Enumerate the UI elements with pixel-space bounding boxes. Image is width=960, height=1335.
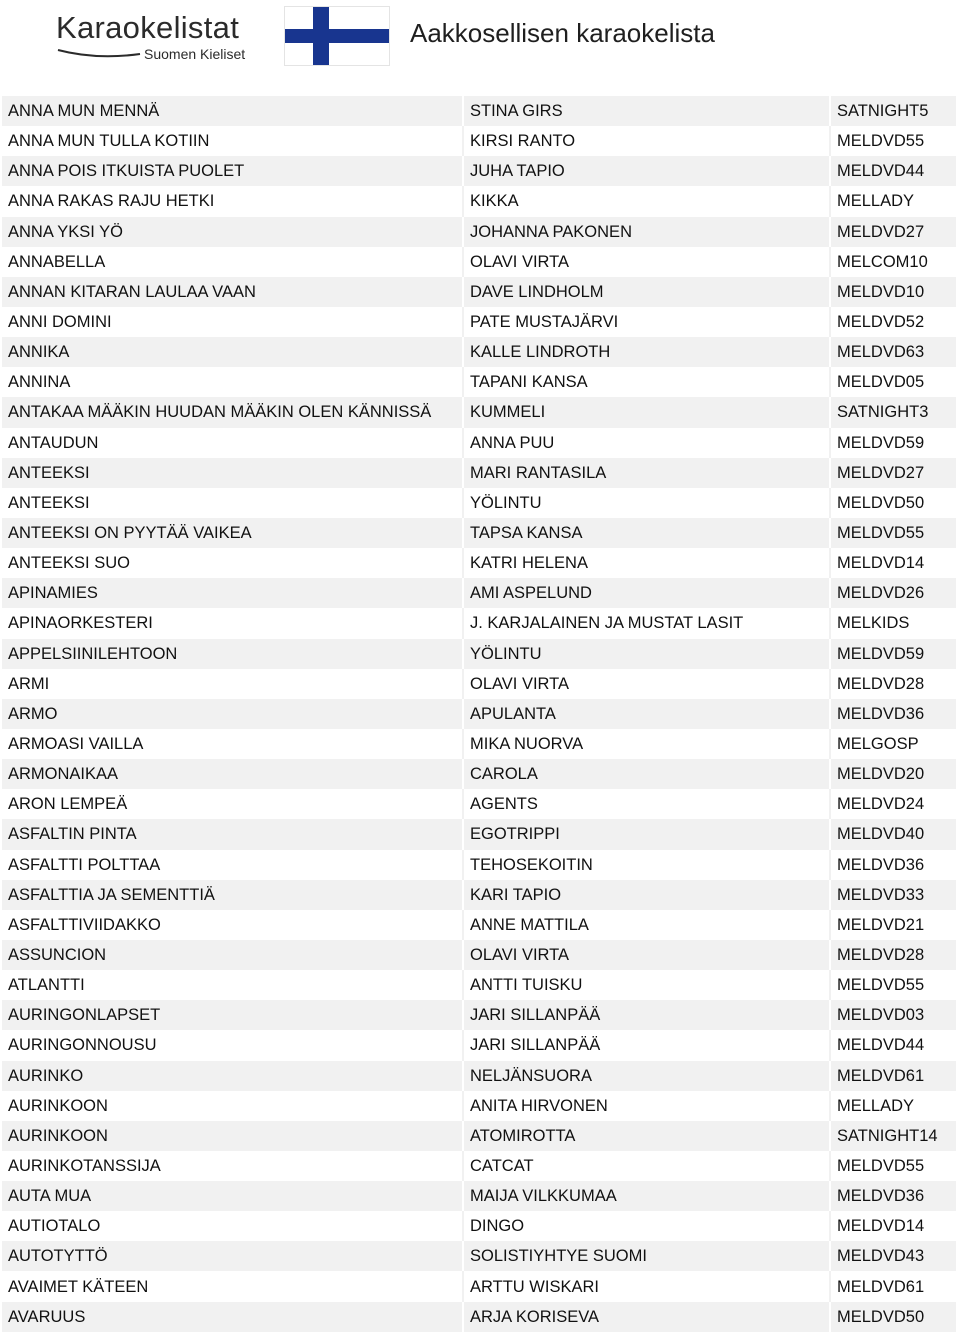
table-row bbox=[2, 819, 956, 849]
table-row bbox=[2, 518, 956, 548]
disc-cell: MELCOM10 bbox=[837, 252, 928, 271]
song-cell: APINAORKESTERI bbox=[2, 608, 464, 638]
disc-cell: MELDVD10 bbox=[837, 282, 925, 301]
artist-cell: TEHOSEKOITIN bbox=[464, 850, 831, 880]
song-cell: AURINKOON bbox=[2, 1121, 464, 1151]
table-row bbox=[2, 578, 956, 608]
song-cell: ANNABELLA bbox=[2, 247, 464, 277]
disc-cell: MELKIDS bbox=[837, 614, 910, 633]
artist-cell: KIKKA bbox=[464, 186, 831, 216]
artist-cell: MARI RANTASILA bbox=[464, 458, 831, 488]
artist-cell: DINGO bbox=[464, 1211, 831, 1241]
table-row bbox=[2, 699, 956, 729]
artist-cell: PATE MUSTAJÄRVI bbox=[464, 307, 831, 337]
table-row bbox=[2, 608, 956, 638]
disc-cell: SATNIGHT3 bbox=[837, 403, 929, 422]
table-row bbox=[2, 1061, 956, 1091]
karaokelistat-logo bbox=[52, 8, 282, 64]
table-row bbox=[2, 1091, 956, 1121]
song-cell: AUTOTYTTÖ bbox=[2, 1241, 464, 1271]
artist-cell: JUHA TAPIO bbox=[464, 156, 831, 186]
artist-cell: JOHANNA PAKONEN bbox=[464, 217, 831, 247]
song-cell: ANNA MUN MENNÄ bbox=[2, 96, 464, 126]
song-cell: ANTEEKSI ON PYYTÄÄ VAIKEA bbox=[2, 518, 464, 548]
song-cell: AURINKOON bbox=[2, 1091, 464, 1121]
disc-cell: MELDVD27 bbox=[837, 463, 925, 482]
song-cell: ASFALTTI POLTTAA bbox=[2, 850, 464, 880]
disc-cell: MELDVD44 bbox=[837, 1036, 925, 1055]
artist-cell: DAVE LINDHOLM bbox=[464, 277, 831, 307]
song-cell: ANTAKAA MÄÄKIN HUUDAN MÄÄKIN OLEN KÄNNISSÄ bbox=[2, 397, 464, 427]
artist-cell: MIKA NUORVA bbox=[464, 729, 831, 759]
song-cell: AURINKOTANSSIJA bbox=[2, 1151, 464, 1181]
karaoke-list bbox=[2, 96, 956, 1332]
disc-cell: MELDVD05 bbox=[837, 373, 925, 392]
song-cell: ARMO bbox=[2, 699, 464, 729]
table-row bbox=[2, 1211, 956, 1241]
disc-cell: MELLADY bbox=[837, 192, 915, 211]
song-cell: AURINKO bbox=[2, 1061, 464, 1091]
table-row bbox=[2, 277, 956, 307]
artist-cell: JARI SILLANPÄÄ bbox=[464, 1000, 831, 1030]
page-header bbox=[0, 0, 960, 96]
song-cell: AVARUUS bbox=[2, 1302, 464, 1332]
disc-cell: MELDVD14 bbox=[837, 554, 925, 573]
artist-cell: ANITA HIRVONEN bbox=[464, 1091, 831, 1121]
song-cell: ANNINA bbox=[2, 367, 464, 397]
disc-cell: MELGOSP bbox=[837, 735, 919, 754]
table-row bbox=[2, 940, 956, 970]
disc-cell: MELDVD26 bbox=[837, 584, 925, 603]
song-cell: ASSUNCION bbox=[2, 940, 464, 970]
artist-cell: ANTTI TUISKU bbox=[464, 970, 831, 1000]
song-cell: ANNA YKSI YÖ bbox=[2, 217, 464, 247]
artist-cell: ANNA PUU bbox=[464, 428, 831, 458]
table-row bbox=[2, 789, 956, 819]
artist-cell: ARTTU WISKARI bbox=[464, 1271, 831, 1301]
song-cell: ANNA MUN TULLA KOTIIN bbox=[2, 126, 464, 156]
table-row bbox=[2, 1121, 956, 1151]
table-row bbox=[2, 1030, 956, 1060]
table-row bbox=[2, 1151, 956, 1181]
song-cell: ANNI DOMINI bbox=[2, 307, 464, 337]
song-cell: ANTAUDUN bbox=[2, 428, 464, 458]
table-row bbox=[2, 247, 956, 277]
song-cell: ANTEEKSI SUO bbox=[2, 548, 464, 578]
table-row bbox=[2, 217, 956, 247]
disc-cell: MELDVD28 bbox=[837, 674, 925, 693]
disc-cell: MELDVD63 bbox=[837, 343, 925, 362]
artist-cell: KIRSI RANTO bbox=[464, 126, 831, 156]
table-row bbox=[2, 458, 956, 488]
song-cell: ARMONAIKAA bbox=[2, 759, 464, 789]
song-cell: AURINGONLAPSET bbox=[2, 1000, 464, 1030]
artist-cell: ANNE MATTILA bbox=[464, 910, 831, 940]
disc-cell: MELDVD28 bbox=[837, 946, 925, 964]
disc-cell: MELDVD14 bbox=[837, 1217, 925, 1236]
disc-cell: MELDVD33 bbox=[837, 885, 925, 904]
disc-cell: MELDVD21 bbox=[837, 915, 925, 934]
song-cell: AURINGONNOUSU bbox=[2, 1030, 464, 1060]
logo-main-text: Karaokelistat bbox=[56, 10, 240, 45]
song-cell: ARMOASI VAILLA bbox=[2, 729, 464, 759]
song-cell: ANNAN KITARAN LAULAA VAAN bbox=[2, 277, 464, 307]
artist-cell: AGENTS bbox=[464, 789, 831, 819]
song-cell: ANTEEKSI bbox=[2, 488, 464, 518]
disc-cell: MELDVD61 bbox=[837, 1277, 925, 1296]
disc-cell: MELDVD36 bbox=[837, 855, 925, 874]
table-row bbox=[2, 367, 956, 397]
song-cell: ATLANTTI bbox=[2, 970, 464, 1000]
artist-cell: KUMMELI bbox=[464, 397, 831, 427]
table-row bbox=[2, 729, 956, 759]
table-row bbox=[2, 669, 956, 699]
artist-cell: OLAVI VIRTA bbox=[464, 940, 831, 970]
artist-cell: ATOMIROTTA bbox=[464, 1121, 831, 1151]
disc-cell: MELDVD40 bbox=[837, 825, 925, 844]
artist-cell: JARI SILLANPÄÄ bbox=[464, 1030, 831, 1060]
table-row bbox=[2, 96, 956, 126]
table-row bbox=[2, 759, 956, 789]
table-row bbox=[2, 156, 956, 186]
disc-cell: MELDVD03 bbox=[837, 1006, 925, 1025]
artist-cell: KALLE LINDROTH bbox=[464, 337, 831, 367]
artist-cell: KATRI HELENA bbox=[464, 548, 831, 578]
disc-cell: MELDVD55 bbox=[837, 1156, 925, 1175]
table-row bbox=[2, 488, 956, 518]
table-row bbox=[2, 1241, 956, 1271]
artist-cell: CATCAT bbox=[464, 1151, 831, 1181]
disc-cell: MELDVD55 bbox=[837, 132, 925, 151]
disc-cell: MELDVD59 bbox=[837, 644, 925, 663]
artist-cell: TAPANI KANSA bbox=[464, 367, 831, 397]
artist-cell: YÖLINTU bbox=[464, 488, 831, 518]
table-row bbox=[2, 307, 956, 337]
disc-cell: MELDVD44 bbox=[837, 162, 925, 181]
finnish-flag-icon bbox=[284, 6, 390, 66]
song-cell: ANNA POIS ITKUISTA PUOLET bbox=[2, 156, 464, 186]
disc-cell: MELDVD27 bbox=[837, 222, 925, 241]
song-cell: AUTIOTALO bbox=[2, 1211, 464, 1241]
disc-cell: MELDVD50 bbox=[837, 1307, 925, 1326]
artist-cell: MAIJA VILKKUMAA bbox=[464, 1181, 831, 1211]
disc-cell: MELDVD55 bbox=[837, 976, 925, 995]
song-cell: ASFALTIN PINTA bbox=[2, 819, 464, 849]
artist-cell: ARJA KORISEVA bbox=[464, 1302, 831, 1332]
artist-cell: APULANTA bbox=[464, 699, 831, 729]
disc-cell: MELDVD61 bbox=[837, 1066, 925, 1085]
artist-cell: AMI ASPELUND bbox=[464, 578, 831, 608]
artist-cell: OLAVI VIRTA bbox=[464, 247, 831, 277]
table-row bbox=[2, 1271, 956, 1301]
song-cell: ANTEEKSI bbox=[2, 458, 464, 488]
song-cell: ASFALTTIA JA SEMENTTIÄ bbox=[2, 880, 464, 910]
artist-cell: J. KARJALAINEN JA MUSTAT LASIT bbox=[464, 608, 831, 638]
table-row bbox=[2, 880, 956, 910]
disc-cell: MELDVD50 bbox=[837, 493, 925, 512]
artist-cell: NELJÄNSUORA bbox=[464, 1061, 831, 1091]
table-row bbox=[2, 337, 956, 367]
song-cell: ARMI bbox=[2, 669, 464, 699]
disc-cell: MELDVD59 bbox=[837, 433, 925, 452]
disc-cell: MELDVD36 bbox=[837, 704, 925, 723]
artist-cell: YÖLINTU bbox=[464, 639, 831, 669]
table-row bbox=[2, 397, 956, 427]
table-row bbox=[2, 910, 956, 940]
song-cell: APINAMIES bbox=[2, 578, 464, 608]
artist-cell: STINA GIRS bbox=[464, 96, 831, 126]
disc-cell: MELLADY bbox=[837, 1096, 915, 1115]
song-cell: ANNIKA bbox=[2, 337, 464, 367]
disc-cell: MELDVD20 bbox=[837, 765, 925, 784]
song-cell: ARON LEMPEÄ bbox=[2, 789, 464, 819]
disc-cell: MELDVD43 bbox=[837, 1247, 925, 1266]
disc-cell: MELDVD55 bbox=[837, 524, 925, 543]
artist-cell: CAROLA bbox=[464, 759, 831, 789]
disc-cell: SATNIGHT5 bbox=[837, 102, 929, 121]
table-row bbox=[2, 970, 956, 1000]
disc-cell: MELDVD36 bbox=[837, 1187, 925, 1206]
artist-cell: SOLISTIYHTYE SUOMI bbox=[464, 1241, 831, 1271]
table-row bbox=[2, 186, 956, 216]
table-row bbox=[2, 1302, 956, 1332]
artist-cell: OLAVI VIRTA bbox=[464, 669, 831, 699]
song-cell: AUTA MUA bbox=[2, 1181, 464, 1211]
artist-cell: KARI TAPIO bbox=[464, 880, 831, 910]
song-cell: AVAIMET KÄTEEN bbox=[2, 1271, 464, 1301]
song-cell: ASFALTTIVIIDAKKO bbox=[2, 910, 464, 940]
table-row bbox=[2, 1000, 956, 1030]
table-row bbox=[2, 548, 956, 578]
table-row bbox=[2, 850, 956, 880]
artist-cell: TAPSA KANSA bbox=[464, 518, 831, 548]
song-cell: ANNA RAKAS RAJU HETKI bbox=[2, 186, 464, 216]
disc-cell: MELDVD24 bbox=[837, 795, 925, 814]
logo-sub-text: Suomen Kieliset bbox=[144, 46, 246, 62]
table-row bbox=[2, 428, 956, 458]
artist-cell: EGOTRIPPI bbox=[464, 819, 831, 849]
song-cell: APPELSIINILEHTOON bbox=[2, 639, 464, 669]
disc-cell: SATNIGHT14 bbox=[837, 1126, 938, 1145]
disc-cell: MELDVD52 bbox=[837, 313, 925, 332]
page-title: Aakkosellisen karaokelista bbox=[410, 18, 715, 48]
table-row bbox=[2, 639, 956, 669]
table-row bbox=[2, 126, 956, 156]
table-row bbox=[2, 1181, 956, 1211]
